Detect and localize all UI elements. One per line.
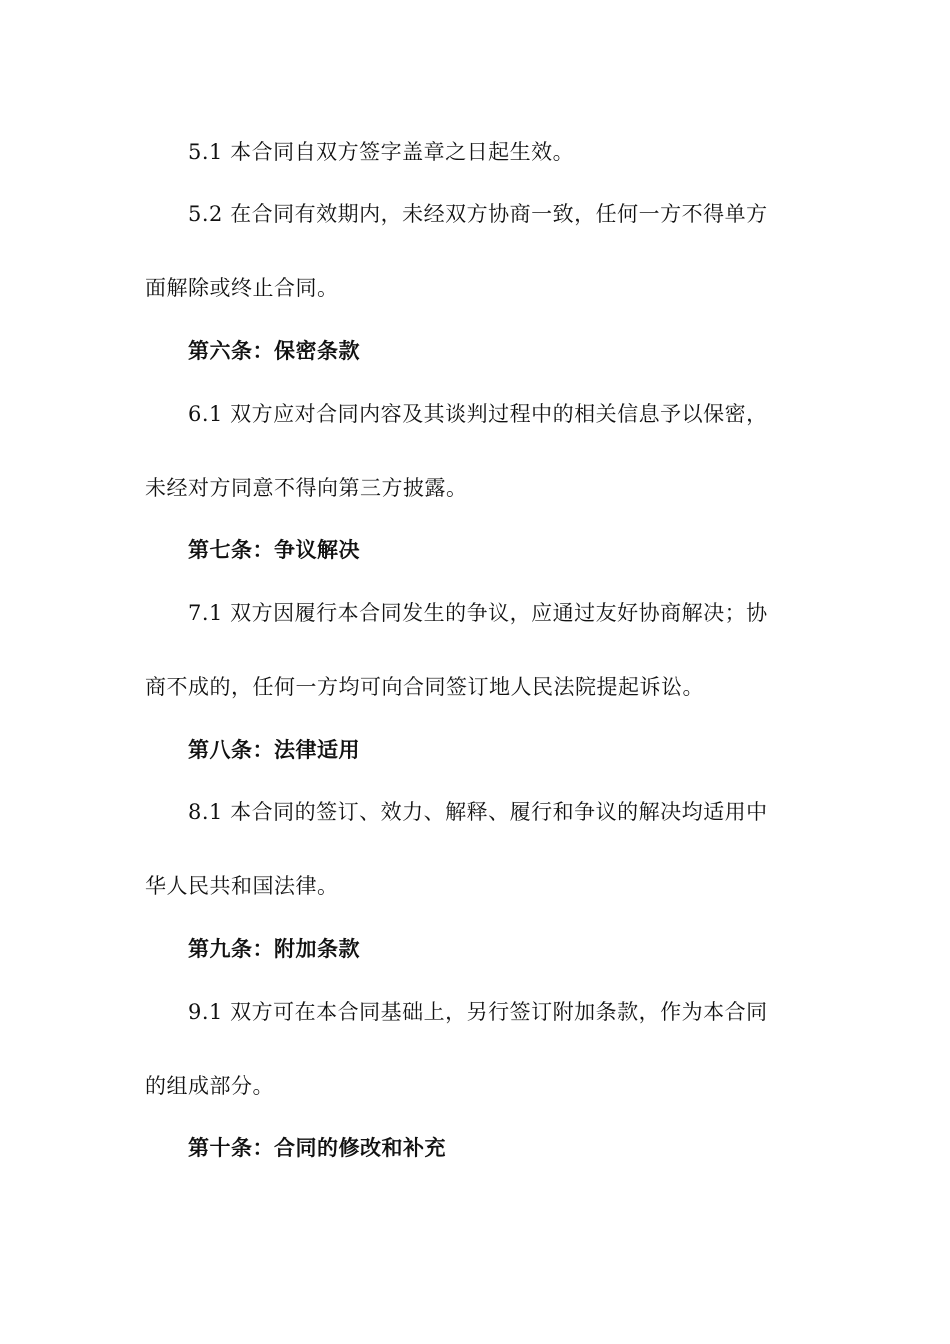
- clause-7-1-line-2: 商不成的，任何一方均可向合同签订地人民法院提起诉讼。: [145, 675, 704, 699]
- article-9-heading: 第九条：附加条款: [188, 937, 360, 961]
- clause-8-1-line-2: 华人民共和国法律。: [145, 874, 339, 898]
- clause-6-1-line-2: 未经对方同意不得向第三方披露。: [145, 476, 468, 500]
- article-10-heading: 第十条：合同的修改和补充: [188, 1136, 446, 1160]
- clause-5-2-line-2: 面解除或终止合同。: [145, 276, 339, 300]
- article-7-heading: 第七条：争议解决: [188, 538, 360, 562]
- clause-7-1-line-1: 7.1 双方因履行本合同发生的争议，应通过友好协商解决；协: [188, 601, 768, 625]
- clause-8-1-line-1: 8.1 本合同的签订、效力、解释、履行和争议的解决均适用中: [188, 800, 768, 824]
- article-8-heading: 第八条：法律适用: [188, 738, 360, 762]
- clause-9-1-line-1: 9.1 双方可在本合同基础上，另行签订附加条款，作为本合同: [188, 1000, 768, 1024]
- clause-6-1-line-1: 6.1 双方应对合同内容及其谈判过程中的相关信息予以保密，: [188, 402, 768, 426]
- article-6-heading: 第六条：保密条款: [188, 339, 360, 363]
- clause-9-1-line-2: 的组成部分。: [145, 1074, 274, 1098]
- clause-5-1: 5.1 本合同自双方签字盖章之日起生效。: [188, 140, 575, 164]
- clause-5-2-line-1: 5.2 在合同有效期内，未经双方协商一致，任何一方不得单方: [188, 202, 768, 226]
